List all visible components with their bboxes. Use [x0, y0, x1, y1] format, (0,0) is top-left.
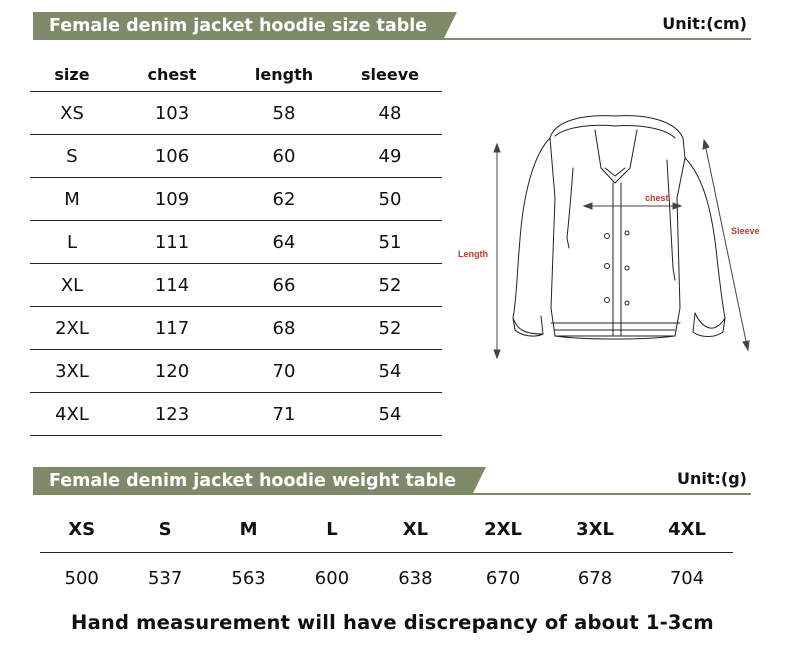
sleeve-label: Sleeve	[731, 226, 760, 236]
size-cell: M	[30, 178, 114, 221]
sleeve-cell: 54	[338, 350, 442, 393]
table-row	[30, 178, 442, 221]
size-cell: S	[30, 135, 114, 178]
chest-label: chest	[645, 193, 669, 203]
col-header-size: size	[30, 58, 114, 92]
weight-size-header: 2XL	[457, 506, 549, 553]
measurement-note: Hand measurement will have discrepancy of about 1-3cm	[71, 611, 714, 634]
weight-size-header: M	[207, 506, 290, 553]
length-label: Length	[458, 249, 488, 259]
sleeve-arrow	[705, 144, 747, 346]
length-cell: 70	[230, 350, 338, 393]
weight-unit-label: Unit:(g)	[677, 469, 747, 488]
weight-size-header: XS	[40, 506, 123, 553]
size-table-header	[33, 12, 751, 46]
sleeve-cell: 49	[338, 135, 442, 178]
sleeve-cell: 51	[338, 221, 442, 264]
table-row	[30, 135, 442, 178]
weight-cell: 638	[398, 567, 433, 589]
sleeve-cell: 52	[338, 307, 442, 350]
chest-cell: 103	[114, 92, 230, 135]
size-table	[30, 58, 442, 436]
chest-cell: 117	[114, 307, 230, 350]
weight-size-header: S	[123, 506, 206, 553]
button-2	[605, 264, 610, 269]
table-row	[30, 393, 442, 436]
length-cell: 68	[230, 307, 338, 350]
col-header-chest: chest	[114, 58, 230, 92]
weight-cell: 678	[577, 567, 613, 589]
chest-cell: 106	[114, 135, 230, 178]
sleeve-cell: 54	[338, 393, 442, 436]
chest-cell: 114	[114, 264, 230, 307]
weight-size-header: L	[290, 506, 373, 553]
size-unit-label: Unit:(cm)	[662, 14, 747, 33]
length-cell: 58	[230, 92, 338, 135]
col-header-length: length	[230, 58, 338, 92]
table-row	[30, 264, 442, 307]
size-cell: 4XL	[30, 393, 114, 436]
size-cell: 3XL	[30, 350, 114, 393]
weight-cell: 563	[231, 567, 266, 589]
weight-table-header	[33, 467, 751, 501]
length-cell: 64	[230, 221, 338, 264]
chest-cell: 120	[114, 350, 230, 393]
sleeve-cell: 50	[338, 178, 442, 221]
weight-cell: 670	[485, 567, 521, 589]
size-table-title: Female denim jacket hoodie size table	[33, 12, 443, 40]
hoodie-measurement-diagram	[455, 108, 775, 368]
jacket-body-outline	[513, 138, 725, 337]
weight-size-row	[40, 506, 733, 553]
size-cell: XS	[30, 92, 114, 135]
weight-size-header: XL	[374, 506, 457, 553]
size-cell: XL	[30, 264, 114, 307]
button-3	[605, 298, 610, 303]
chest-cell: 123	[114, 393, 230, 436]
button-5	[625, 266, 629, 270]
length-cell: 71	[230, 393, 338, 436]
length-cell: 60	[230, 135, 338, 178]
size-table-header-row	[30, 58, 442, 92]
drawstring-left	[567, 168, 573, 248]
weight-size-header: 4XL	[641, 506, 733, 553]
weight-cell: 600	[314, 567, 350, 589]
table-row	[30, 307, 442, 350]
weight-cell: 537	[147, 567, 183, 589]
size-cell: 2XL	[30, 307, 114, 350]
button-4	[625, 231, 629, 235]
hood-outline	[550, 116, 685, 158]
weight-cell: 704	[669, 567, 705, 589]
table-row	[30, 92, 442, 135]
length-cell: 66	[230, 264, 338, 307]
length-cell: 62	[230, 178, 338, 221]
weight-value-row	[40, 553, 733, 604]
chest-cell: 109	[114, 178, 230, 221]
button-1	[605, 234, 610, 239]
weight-table	[40, 506, 733, 603]
drawstring-right	[667, 160, 675, 280]
weight-size-header: 3XL	[549, 506, 641, 553]
chest-cell: 111	[114, 221, 230, 264]
size-cell: L	[30, 221, 114, 264]
table-row	[30, 350, 442, 393]
weight-table-title: Female denim jacket hoodie weight table	[33, 467, 472, 495]
button-6	[625, 301, 629, 305]
sleeve-cell: 52	[338, 264, 442, 307]
weight-cell: 500	[64, 567, 99, 589]
table-row	[30, 221, 442, 264]
sleeve-cell: 48	[338, 92, 442, 135]
col-header-sleeve: sleeve	[338, 58, 442, 92]
